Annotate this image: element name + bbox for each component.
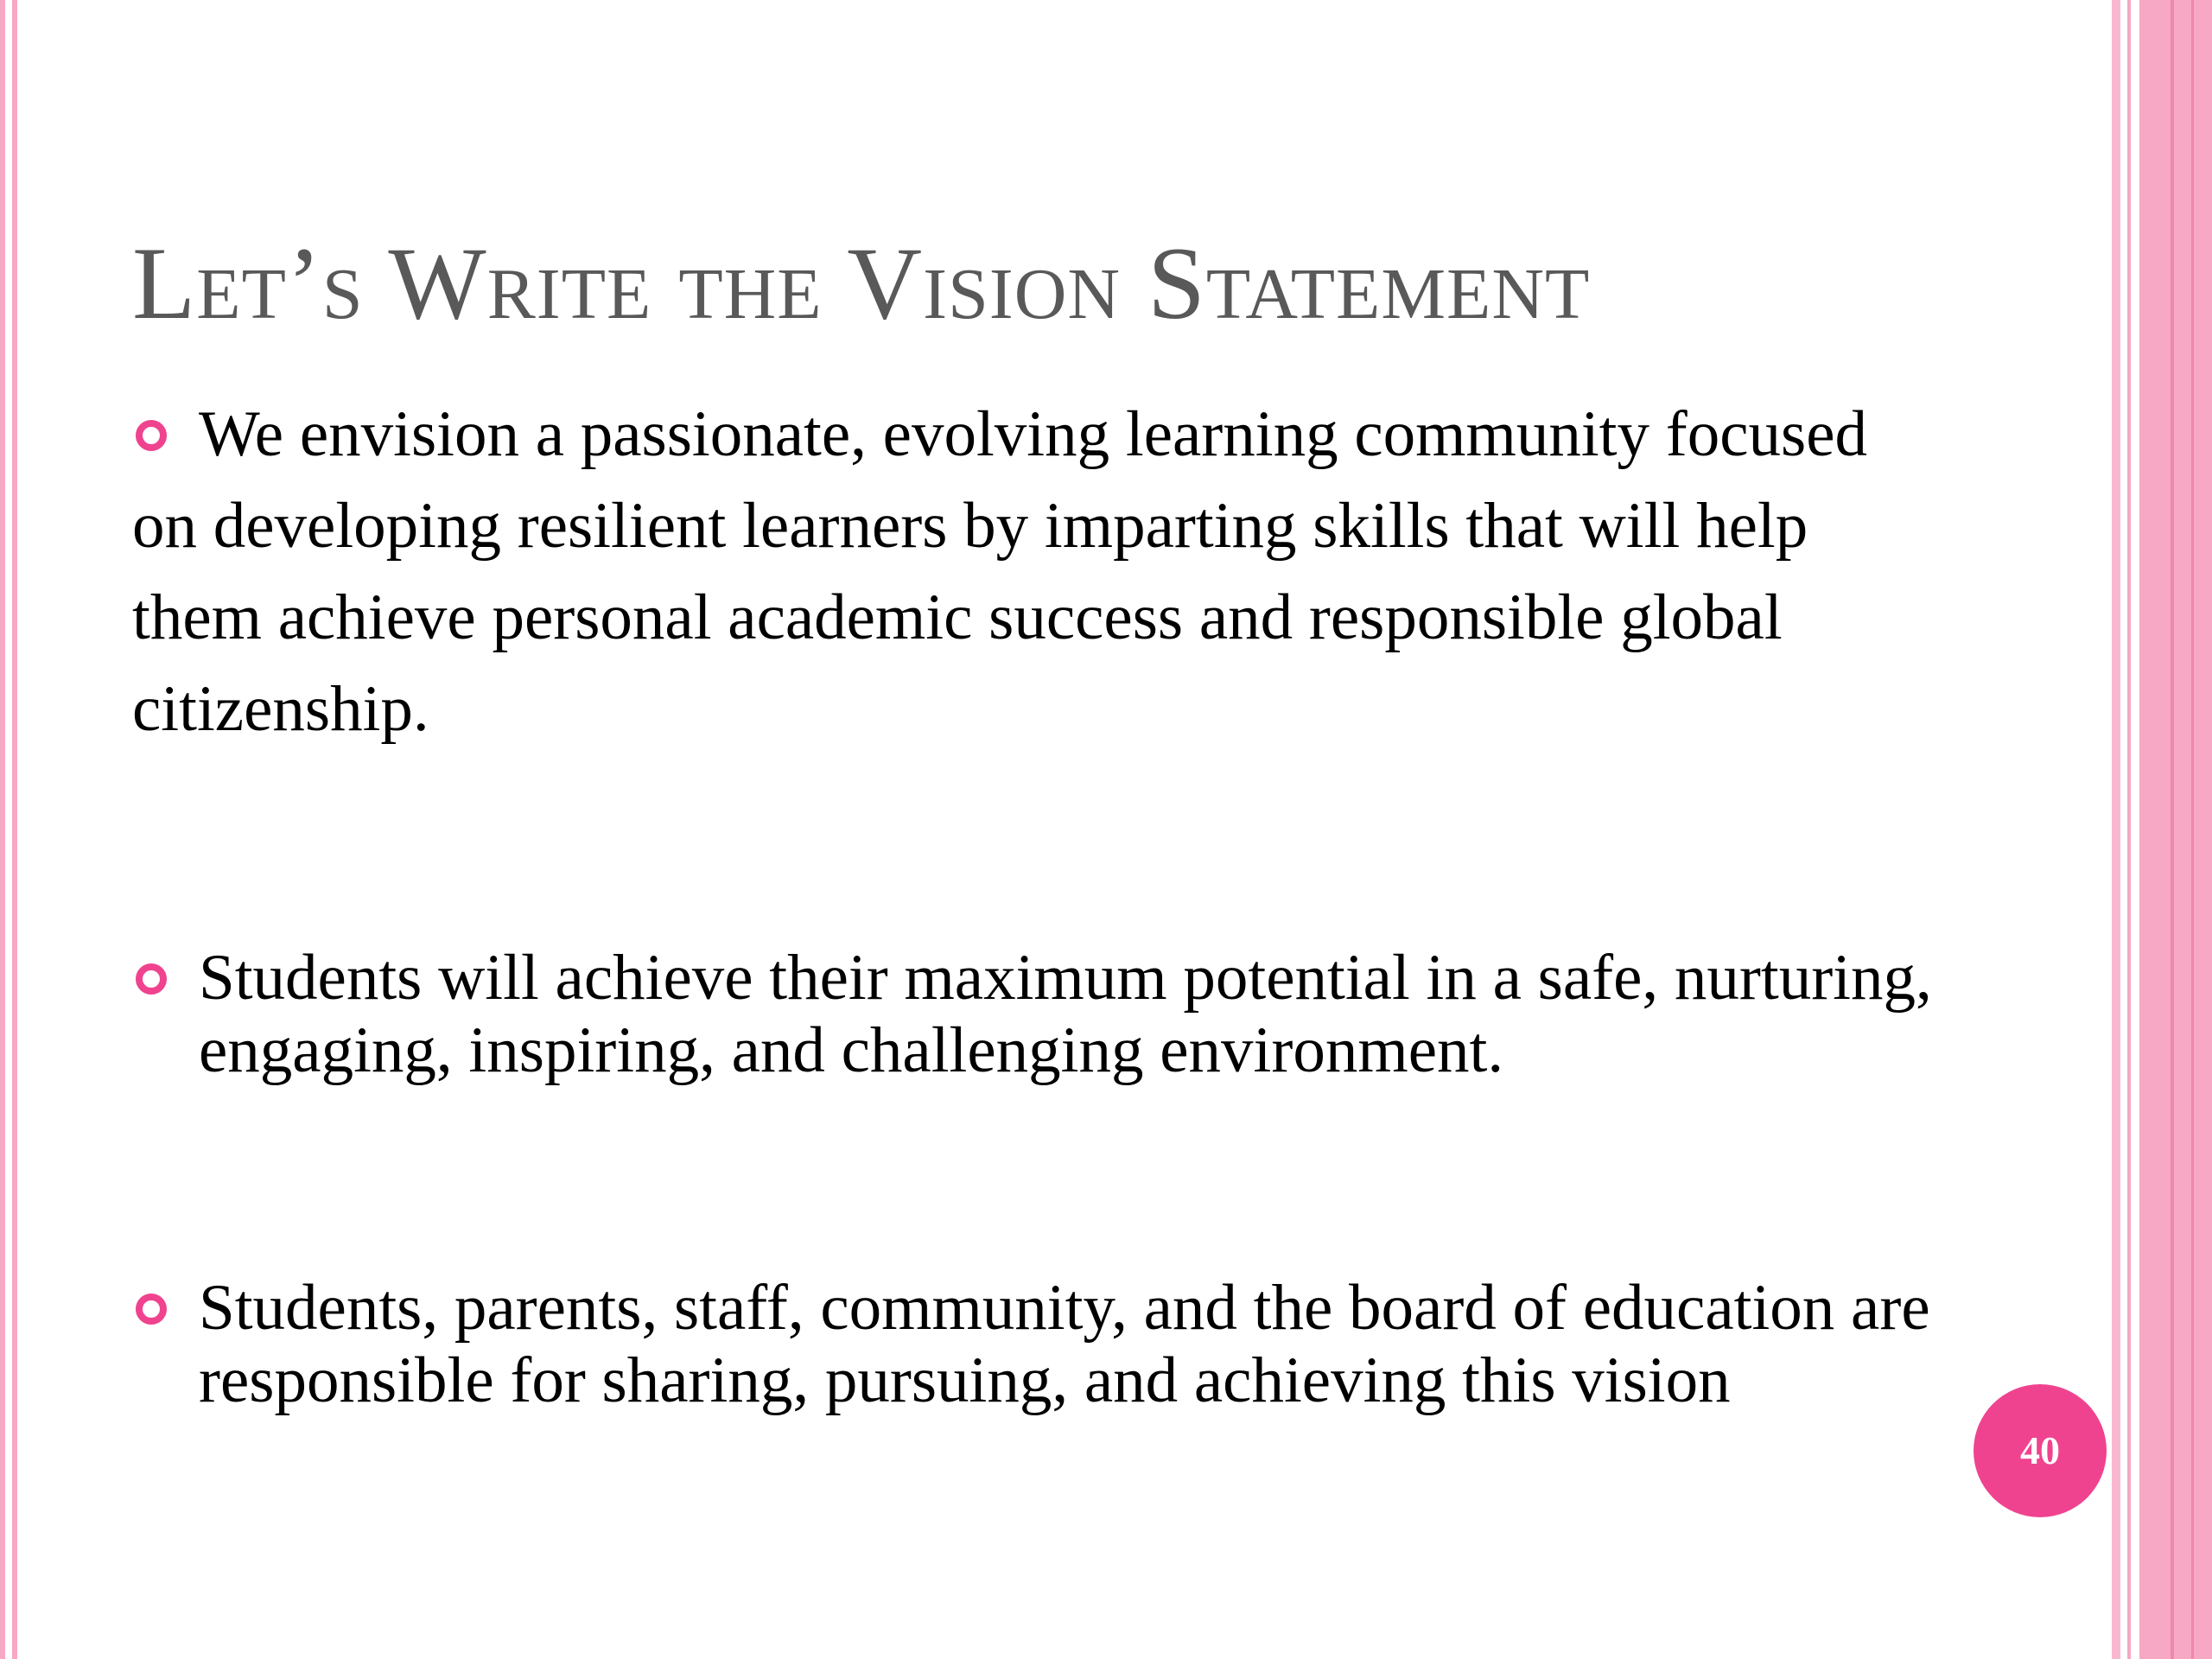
left-border-stripe [12,0,17,1659]
page-number-badge: 40 [1974,1384,2107,1517]
bullet-text: We envision a passionate, evolving learning community focused on developing resilient learners by imparting skills that will help them achieve personal academic success and responsible global citizenship. [132,398,1867,745]
bullet-item [132,942,1947,1087]
bullet-text: Students will achieve their maximum potential in a safe, nurturing, engaging, inspiring, and challenging environment. [199,942,1932,1086]
right-border-stripe [2127,0,2131,1659]
circle-bullet-icon [136,420,167,451]
left-border-stripe [0,0,5,1659]
bullet-text: Students, parents, staff, community, and the board of education are responsible for sharing, pursuing, and achieving this vision [199,1272,1930,1416]
right-border-band-line [2171,0,2174,1659]
bullet-item [132,389,1947,755]
circle-bullet-icon [136,963,167,995]
right-border-stripe [2112,0,2120,1659]
circle-bullet-icon [136,1294,167,1325]
slide-title: Let’s Write the Vision Statement [132,226,1591,340]
right-border-band-line [2191,0,2194,1659]
right-border-band [2139,0,2212,1659]
bullet-item [132,1272,1947,1417]
